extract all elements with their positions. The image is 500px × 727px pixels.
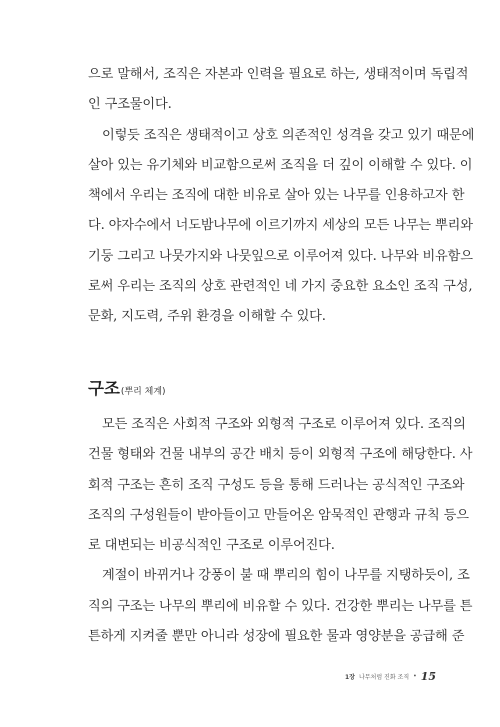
- text-line: 다. 야자수에서 너도밤나무에 이르기까지 세상의 모든 나무는 뿌리와: [88, 218, 473, 234]
- text-line: 직의 구조는 나무의 뿌리에 비유할 수 있다. 건강한 뿌리는 나무를 튼: [88, 598, 473, 614]
- text-line: 건물 형태와 건물 내부의 공간 배치 등이 외형적 구조에 해당한다. 사: [88, 447, 473, 463]
- text-line: 계절이 바뀌거나 강풍이 불 때 뿌리의 힘이 나무를 지탱하듯이, 조: [102, 568, 470, 584]
- section-title: 구조: [88, 379, 120, 398]
- body-text-top: [88, 60, 475, 333]
- text-line: 살아 있는 유기체와 비교함으로써 조직을 더 깊이 이해할 수 있다. 이: [88, 157, 473, 173]
- text-line: 조직의 구성원들이 받아들이고 만들어온 암묵적인 관행과 규칙 등으: [88, 507, 469, 523]
- section-subtitle: (뿌리 체계): [120, 387, 166, 397]
- text-line: 이렇듯 조직은 생태적이고 상호 의존적인 성격을 갖고 있기 때문에: [102, 127, 475, 143]
- text-line: 로써 우리는 조직의 상호 관련적인 네 가지 중요한 요소인 조직 구성,: [88, 279, 473, 295]
- text-line: 로 대변되는 비공식적인 구조로 이루어진다.: [88, 538, 335, 554]
- body-text-bottom: [88, 410, 473, 652]
- section-heading: [88, 375, 166, 399]
- footer-bullet: •: [413, 672, 417, 680]
- text-line: 튼하게 지켜줄 뿐만 아니라 성장에 필요한 물과 영양분을 공급해 준: [88, 629, 465, 645]
- text-line: 회적 구조는 흔히 조직 구성도 등을 통해 드러나는 공식적인 구조와: [88, 477, 465, 493]
- text-line: 문화, 지도력, 주위 환경을 이해할 수 있다.: [88, 309, 326, 325]
- text-line: 모든 조직은 사회적 구조와 외형적 구조로 이루어져 있다. 조직의: [102, 417, 466, 432]
- text-line: 기둥 그리고 나뭇가지와 나뭇잎으로 이루어져 있다. 나무와 비유함으: [88, 248, 473, 264]
- page-number: 15: [420, 669, 436, 683]
- text-line: 책에서 우리는 조직에 대한 비유로 살아 있는 나무를 인용하고자 한: [88, 188, 465, 204]
- text-line: 인 구조물이다.: [88, 97, 172, 113]
- page-footer: [340, 669, 436, 683]
- chapter-badge: 1장: [344, 673, 355, 681]
- text-line: 으로 말해서, 조직은 자본과 인력을 필요로 하는, 생태적이며 독립적: [88, 67, 469, 82]
- running-title: 나무처럼 진화 조직: [358, 673, 410, 681]
